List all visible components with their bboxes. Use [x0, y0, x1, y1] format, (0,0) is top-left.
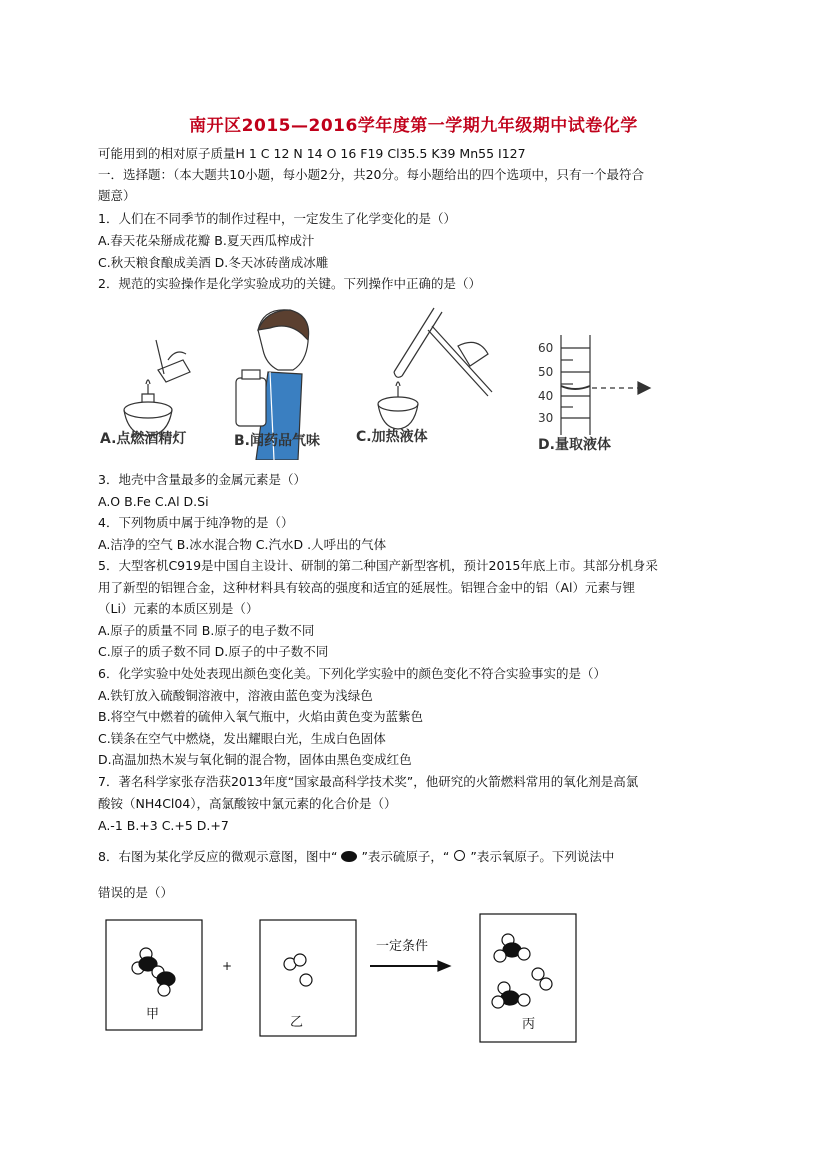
reaction-diagram — [100, 912, 580, 1052]
oxygen-atom-icon — [454, 850, 465, 861]
question-5: 5．大型客机C919是中国自主设计、研制的第二种国产新型客机，预计2015年底上市。其部分机身采 — [98, 558, 658, 573]
measuring-cylinder-illustration — [561, 335, 650, 435]
caption-b: B.闻药品气味 — [234, 433, 320, 449]
alcohol-lamp-illustration — [124, 340, 190, 436]
question-2: 2．规范的实验操作是化学实验成功的关键。下列操作中正确的是（） — [98, 276, 481, 291]
label-jia: 甲 — [146, 1007, 160, 1022]
question-8-cont: 错误的是（） — [98, 885, 174, 900]
q6-option-d: D.高温加热木炭与氧化铜的混合物，固体由黑色变成红色 — [98, 752, 412, 767]
q3-options: A.O B.Fe C.Al D.Si — [98, 494, 209, 509]
question-7: 7．著名科学家张存浩获2013年度“国家最高科学技术奖”，他研究的火箭燃料常用的氧化剂是高氯 — [98, 774, 639, 789]
caption-a: A.点燃酒精灯 — [100, 431, 187, 447]
q7-options: A.-1 B.+3 C.+5 D.+7 — [98, 818, 229, 833]
sulfur-atom-icon — [341, 851, 357, 862]
q5-options-cd: C.原子的质子数不同 D.原子的中子数不同 — [98, 644, 329, 659]
heating-liquid-illustration — [378, 308, 492, 429]
tick-50: 50 — [538, 365, 554, 379]
label-yi: 乙 — [290, 1015, 304, 1030]
q6-option-c: C.镁条在空气中燃烧，发出耀眼白光，生成白色固体 — [98, 731, 386, 746]
caption-c: C.加热液体 — [356, 429, 428, 445]
tick-40: 40 — [538, 389, 554, 403]
question-6: 6．化学实验中处处表现出颜色变化美。下列化学实验中的颜色变化不符合实验事实的是（） — [98, 666, 606, 681]
question-1: 1．人们在不同季节的制作过程中，一定发生了化学变化的是（） — [98, 211, 456, 226]
q5-options-ab: A.原子的质量不同 B.原子的电子数不同 — [98, 623, 315, 638]
q2-figure — [98, 300, 658, 460]
plus-sign: + — [222, 959, 233, 973]
q1-options-ab: A.春天花朵掰成花瓣 B.夏天西瓜榨成汁 — [98, 233, 315, 248]
question-8 — [98, 849, 614, 865]
question-5-cont2: （Li）元素的本质区别是（） — [98, 601, 259, 616]
exam-title: 南开区2015—2016学年度第一学期九年级期中试卷化学 — [189, 116, 638, 136]
q4-options: A.洁净的空气 B.冰水混合物 C.汽水D .人呼出的气体 — [98, 537, 387, 552]
q8-text-3: ”表示氧原子。下列说法中 — [470, 849, 615, 864]
question-4: 4．下列物质中属于纯净物的是（） — [98, 515, 294, 530]
q6-option-b: B.将空气中燃着的硫伸入氧气瓶中，火焰由黄色变为蓝紫色 — [98, 709, 424, 724]
q8-text-2: ”表示硫原子，“ — [361, 849, 450, 864]
question-5-cont: 用了新型的铝锂合金，这种材料具有较高的强度和适宜的延展性。铝锂合金中的铝（Al）元素与锂 — [98, 580, 636, 595]
caption-d: D.量取液体 — [538, 437, 611, 453]
q8-reaction-figure — [100, 912, 580, 1052]
tick-60: 60 — [538, 341, 554, 355]
section-instructions-cont: 题意） — [98, 188, 136, 203]
q6-option-a: A.铁钉放入硫酸铜溶液中，溶液由蓝色变为浅绿色 — [98, 688, 373, 703]
arrow-condition-label: 一定条件 — [376, 939, 429, 954]
q1-options-cd: C.秋天粮食酿成美酒 D.冬天冰砖凿成冰雕 — [98, 255, 329, 270]
section-instructions: 一．选择题：（本大题共10小题，每小题2分，共20分。每小题给出的四个选项中，只有一个最符合 — [98, 167, 645, 182]
label-bing: 丙 — [522, 1017, 536, 1032]
question-7-cont: 酸铵（NH4Cl04），高氯酸铵中氯元素的化合价是（） — [98, 796, 397, 811]
q8-text-1: 8．右图为某化学反应的微观示意图，图中“ — [98, 849, 338, 864]
question-3: 3．地壳中含量最多的金属元素是（） — [98, 472, 306, 487]
tick-30: 30 — [538, 411, 554, 425]
atomic-mass-line: 可能用到的相对原子质量H 1 C 12 N 14 O 16 F19 Cl35.5 K39 Mn55 I127 — [98, 146, 526, 161]
